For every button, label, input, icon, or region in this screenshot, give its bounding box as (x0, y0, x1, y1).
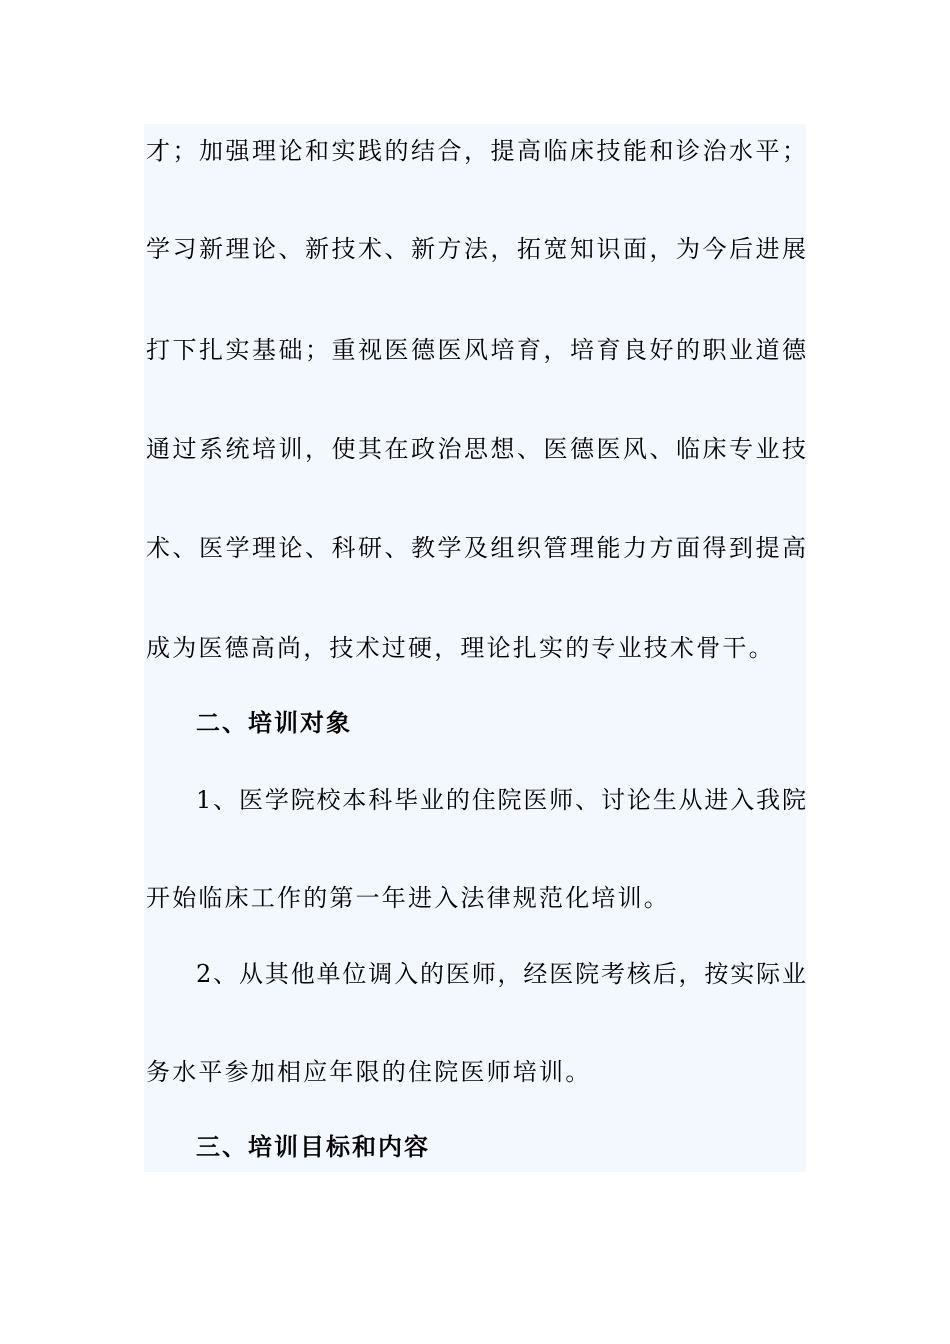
paragraph-line-1: 才；加强理论和实践的结合，提高临床技能和诊治水平； (146, 137, 806, 165)
list-item-1-line-2: 开始临床工作的第一年进入法律规范化培训。 (146, 884, 670, 912)
paragraph-line-3: 打下扎实基础；重视医德医风培育，培育良好的职业道德 (146, 336, 806, 364)
section-heading-training-targets: 二、培训对象 (196, 708, 352, 737)
paragraph-line-6: 成为医德高尚，技术过硬，理论扎实的专业技术骨干。 (146, 634, 775, 662)
paragraph-line-2: 学习新理论、新技术、新方法，拓宽知识面，为今后进展 (146, 235, 806, 263)
paragraph-line-4: 通过系统培训，使其在政治思想、医德医风、临床专业技 (146, 435, 806, 463)
list-item-2-line-1: 2、从其他单位调入的医师，经医院考核后，按实际业 (196, 960, 806, 988)
list-item-1-line-1: 1、医学院校本科毕业的住院医师、讨论生从进入我院 (196, 786, 806, 814)
section-heading-goals-and-content: 三、培训目标和内容 (196, 1132, 430, 1161)
paragraph-line-5: 术、医学理论、科研、教学及组织管理能力方面得到提高 (146, 534, 806, 562)
list-item-2-line-2: 务水平参加相应年限的住院医师培训。 (146, 1058, 592, 1086)
